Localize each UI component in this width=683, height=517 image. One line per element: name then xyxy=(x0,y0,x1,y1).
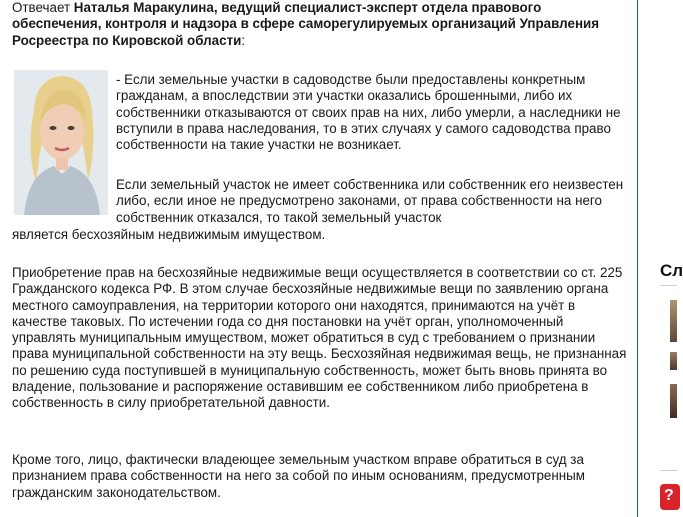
portrait-image xyxy=(14,70,108,215)
sidebar-divider xyxy=(660,470,677,471)
intro-lead: Отвечает xyxy=(12,0,74,15)
answer-paragraph-3: Приобретение прав на бесхозяйные недвижимые вещи осуществляется в соответствии со ст. 225 Гражданского кодекса РФ. В этом случае бесхозяйные недвижимые вещи по заявлению органа местного самоуправления, на территории которого они находятся, принимаются на учёт в качестве таковых. По истечении года со дня постановки на учёт орган, уполномоченный управлять муниципальным имуществом, может обратиться в суд с требованием о признании права муниципальной собственности на эту вещь. Бесхозяйная недвижимая вещь, не признанная по решению суда поступившей в муниципальную собственность, может быть вновь принята во владение, пользование и распоряжение оставившим ее собственником либо приобретена в собственность в силу приобретательной давности. xyxy=(12,265,627,411)
answer-paragraph-2: Если земельный участок не имеет собственника или собственник его неизвестен либо, если иное не предусмотрено законами, от права собственности на него собственник отказался, то такой земельный участок xyxy=(116,177,624,225)
sidebar-thumbnail[interactable] xyxy=(670,300,677,342)
article-content xyxy=(12,0,628,49)
intro-paragraph xyxy=(12,0,628,49)
answer-paragraph-2-continuation: является бесхозяйным недвижимым имуществом. xyxy=(12,227,326,242)
answer-paragraph-4: Кроме того, лицо, фактически владеющее земельным участком вправе обратиться в суд за признанием права собственности на него за собой по иным основаниям, предусмотренным гражданским законодательством. xyxy=(12,452,586,500)
answer-paragraph-1: - Если земельные участки в садоводстве были предоставлены конкретным гражданам, а впоследствии эти участки оказались брошенными, либо их собственники отказываются от своих прав на них, либо умерли, а наследники не вступили в права наследования, то в этих случаях у самого садоводства право собственности на такие участки не возникает. xyxy=(116,72,621,153)
expert-name: Наталья Маракулина, ведущий специалист-эксперт отдела правового обеспечения, контроля и надзора в сфере саморегулируемых организаций Управления Росреестра по Кировской области xyxy=(12,0,600,48)
sidebar xyxy=(638,0,677,517)
sidebar-divider xyxy=(660,285,677,286)
sidebar-thumbnail[interactable] xyxy=(670,352,677,370)
question-glyph: ? xyxy=(664,487,674,504)
expert-photo xyxy=(14,70,108,215)
sidebar-heading: Сл xyxy=(660,261,683,280)
sidebar-thumbnail[interactable] xyxy=(670,384,677,418)
intro-tail: : xyxy=(241,32,246,48)
question-icon[interactable] xyxy=(660,484,680,510)
